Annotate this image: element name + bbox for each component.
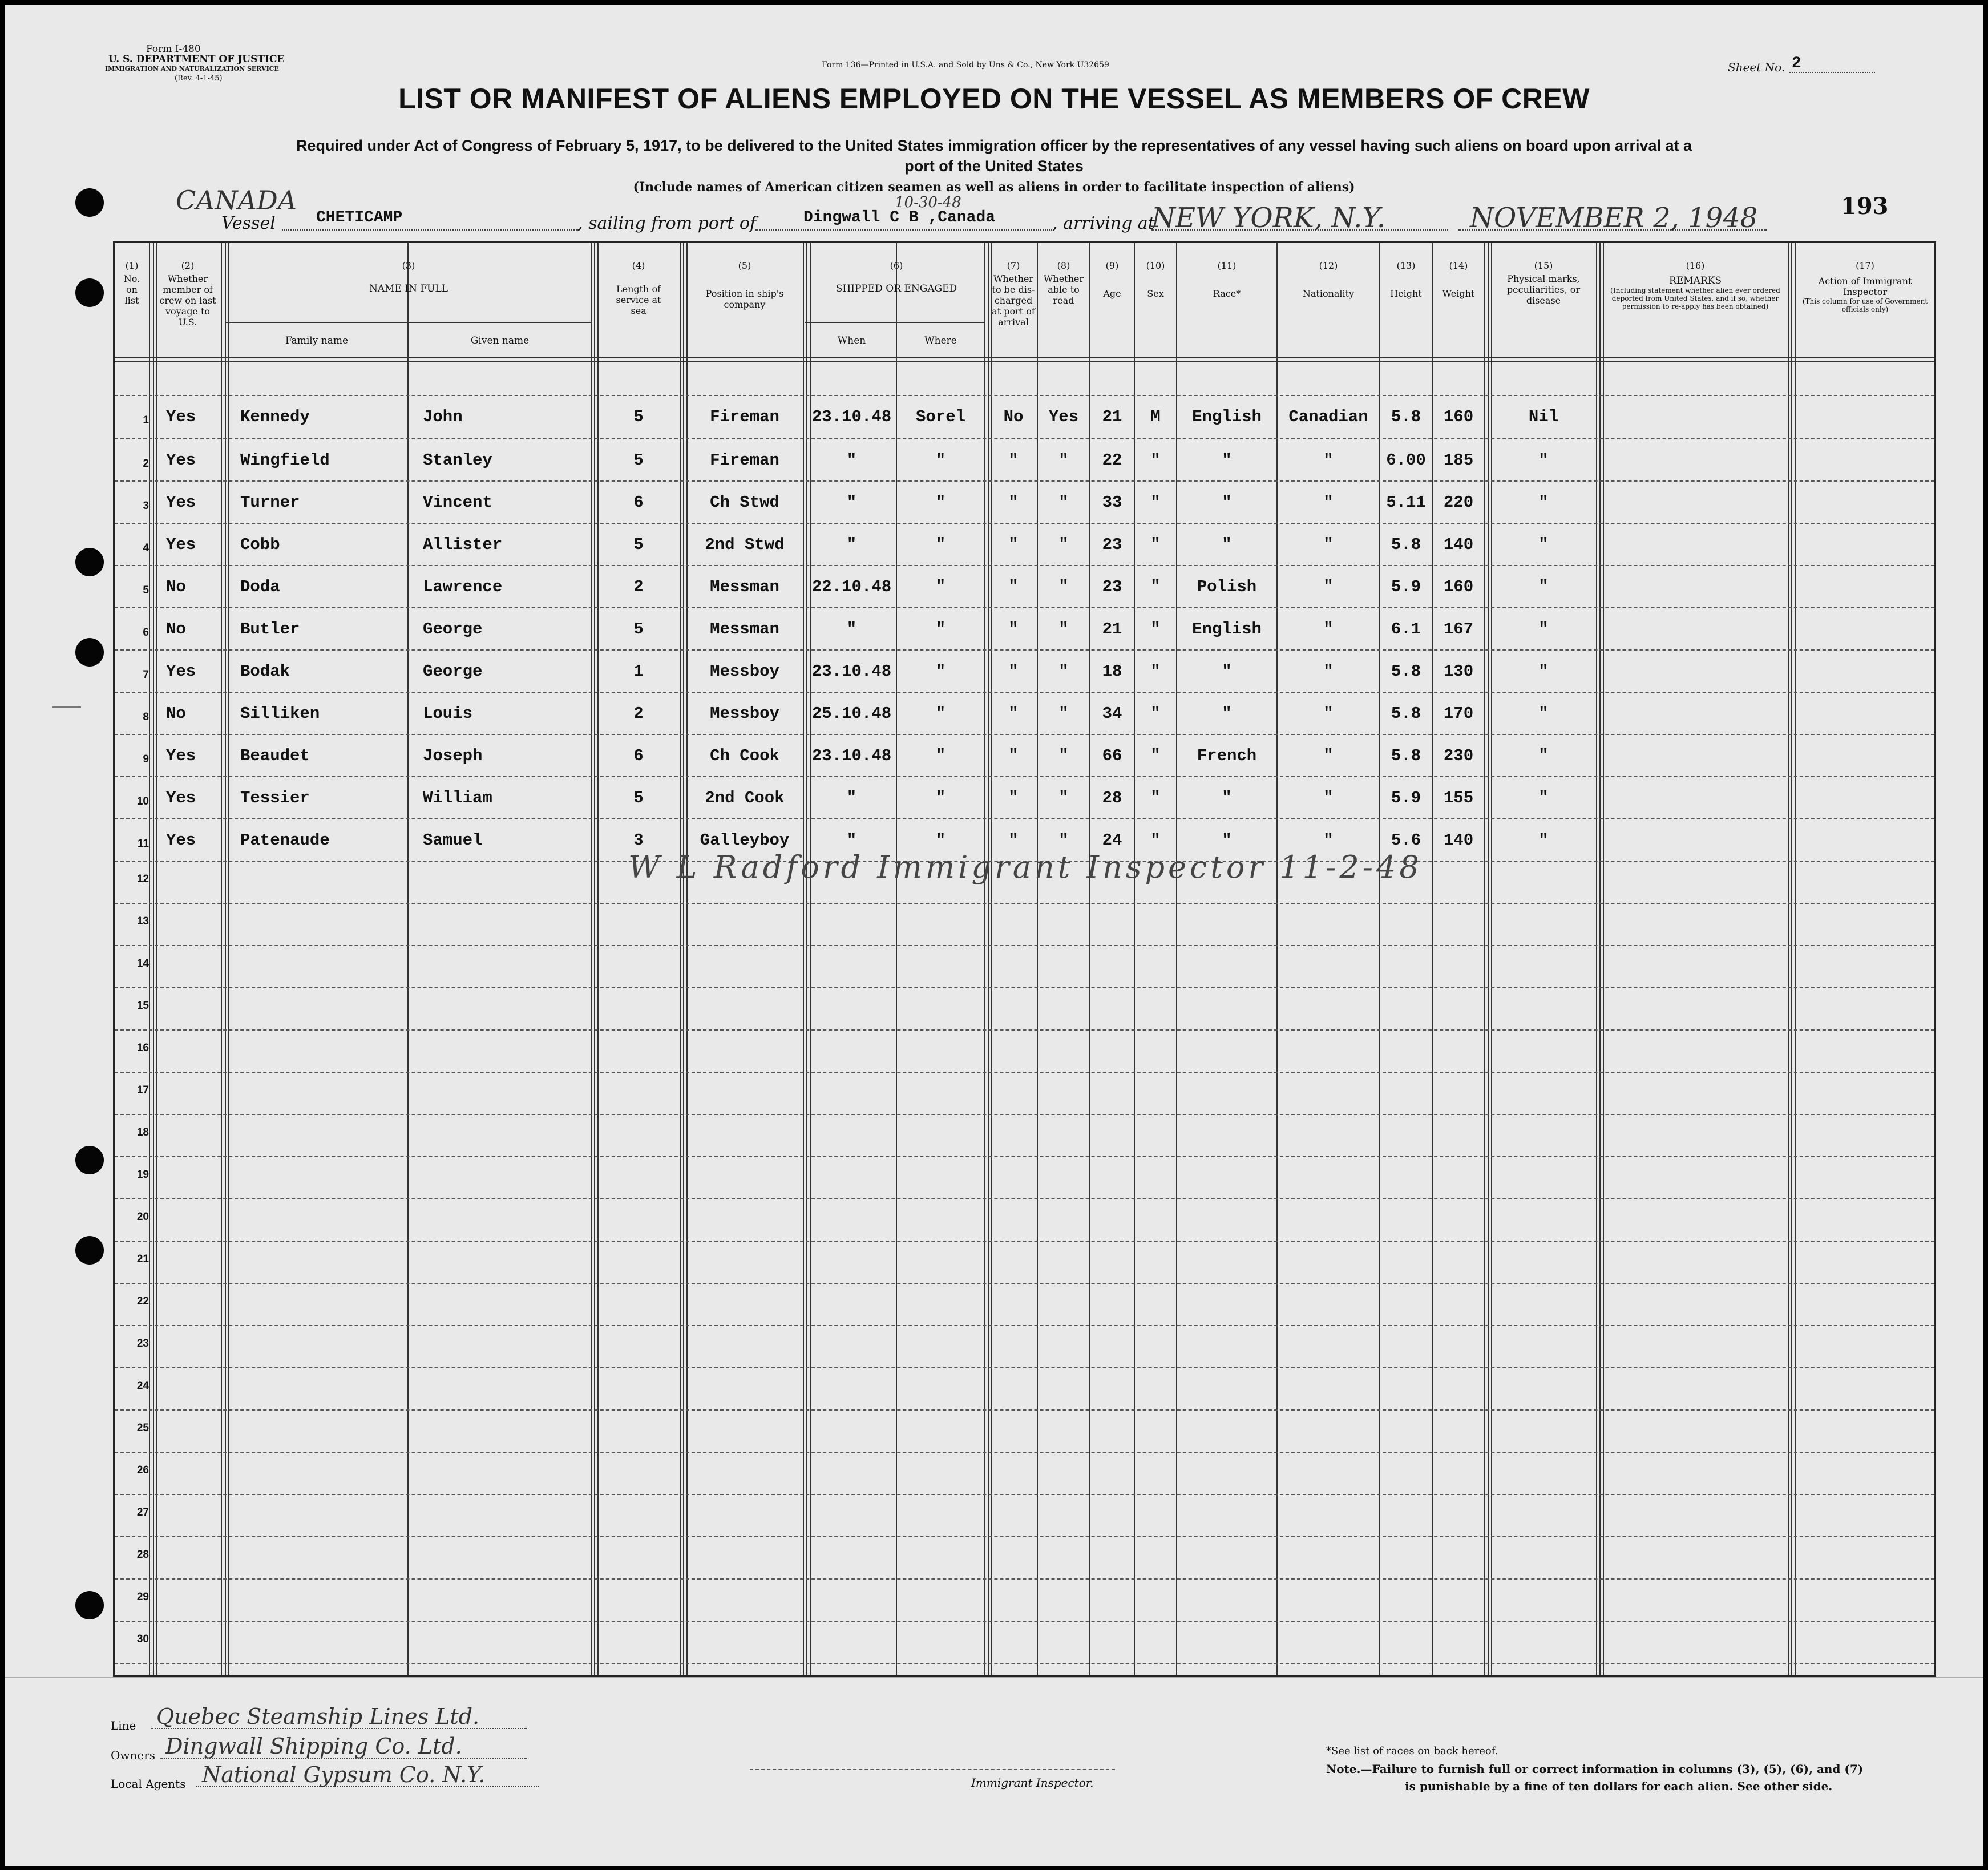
cell-weight: 230 [1443, 746, 1474, 765]
cell-height: 5.8 [1391, 407, 1421, 426]
vessel-name-field: CHETICAMP [282, 209, 579, 231]
cell-family: Kennedy [240, 407, 310, 426]
cell-service: 2 [633, 577, 644, 596]
cell-weight: 185 [1443, 451, 1474, 470]
cell-sex: M [1150, 407, 1161, 426]
cell-nationality: " [1323, 662, 1334, 681]
cell-age: 22 [1102, 451, 1122, 470]
cell-nationality: " [1323, 620, 1334, 639]
cell-discharged: " [1008, 662, 1019, 681]
cell-age: 23 [1102, 577, 1122, 596]
row-number: 1 [143, 414, 149, 426]
row-number: 20 [136, 1211, 149, 1223]
cell-age: 18 [1102, 662, 1122, 681]
cell-height: 5.9 [1391, 577, 1421, 596]
cell-when: " [846, 831, 857, 850]
cell-given: Samuel [423, 831, 483, 850]
cell-read: " [1058, 831, 1069, 850]
cell-weight: 220 [1443, 493, 1474, 512]
col9-header: (9) Age [1103, 260, 1121, 299]
cell-sex: " [1150, 451, 1161, 470]
row-number: 17 [136, 1084, 149, 1096]
cell-position: Messman [710, 620, 779, 639]
sailing-date-handwritten: 10-30-48 [895, 194, 961, 211]
cell-crew: Yes [166, 746, 196, 765]
col17-header: (17) Action of Immigrant Inspector (This column for use of Government officials only) [1802, 260, 1928, 313]
inspector-label: Immigrant Inspector. [971, 1776, 1094, 1790]
row-number: 24 [136, 1380, 149, 1392]
row-number: 11 [137, 838, 149, 850]
cell-marks: " [1538, 620, 1549, 639]
cell-family: Bodak [240, 662, 290, 681]
cell-position: Fireman [710, 451, 779, 470]
arriving-label: , arriving at [1052, 213, 1155, 233]
cell-marks: " [1538, 662, 1549, 681]
footer-divider [5, 1677, 1983, 1678]
row-number: 25 [136, 1422, 149, 1434]
cell-where: Sorel [915, 407, 965, 426]
cell-height: 5.9 [1391, 789, 1421, 807]
col4-header: (4) Length of service at sea [616, 260, 661, 316]
cell-service: 5 [633, 535, 644, 554]
cell-marks: " [1538, 789, 1549, 807]
cell-crew: Yes [166, 789, 196, 807]
cell-read: " [1058, 746, 1069, 765]
page-title: LIST OR MANIFEST OF ALIENS EMPLOYED ON THE VESSEL AS MEMBERS OF CREW [398, 83, 1590, 115]
cell-read: " [1058, 662, 1069, 681]
cell-given: Allister [423, 535, 503, 554]
row-number: 27 [136, 1506, 149, 1518]
cell-age: 34 [1102, 704, 1122, 723]
cell-given: Lawrence [423, 577, 503, 596]
col5-header: (5) Position in ship's company [705, 260, 784, 310]
stamp-number: 193 [1841, 193, 1889, 220]
cell-read: " [1058, 789, 1069, 807]
cell-service: 6 [633, 746, 644, 765]
cell-family: Beaudet [240, 746, 310, 765]
cell-family: Tessier [240, 789, 310, 807]
row-number: 16 [136, 1042, 149, 1054]
cell-marks: " [1538, 704, 1549, 723]
cell-position: 2nd Stwd [705, 535, 785, 554]
cell-sex: " [1150, 789, 1161, 807]
col10-header: (10) Sex [1146, 260, 1165, 299]
cell-race: " [1222, 451, 1232, 470]
cell-discharged: " [1008, 789, 1019, 807]
cell-crew: Yes [166, 451, 196, 470]
vessel-label: Vessel [221, 213, 276, 233]
cell-nationality: " [1323, 831, 1334, 850]
owners-label: Owners [111, 1748, 156, 1762]
arriving-field: NEW YORK, N.Y. [1151, 202, 1448, 231]
cell-read: " [1058, 535, 1069, 554]
cell-discharged: No [1003, 407, 1024, 426]
cell-race: " [1222, 535, 1232, 554]
cell-position: Messman [710, 577, 779, 596]
printer-note: Form 136—Printed in U.S.A. and Sold by Uns & Co., New York U32659 [822, 60, 1109, 70]
row-number: 15 [136, 1000, 149, 1012]
cell-service: 6 [633, 493, 644, 512]
col2-header: (2) Whether member of crew on last voyage to U.S. [159, 260, 216, 328]
col12-header: (12) Nationality [1302, 260, 1355, 299]
col15-header: (15) Physical marks, peculiarities, or disease [1506, 260, 1581, 306]
cell-given: Joseph [423, 746, 483, 765]
cell-crew: No [166, 620, 186, 639]
cell-read: " [1058, 620, 1069, 639]
cell-race: Polish [1197, 577, 1257, 596]
cell-when: 23.10.48 [811, 662, 892, 681]
col8-header: (8) Whether able to read [1043, 260, 1084, 306]
punch-hole [75, 1146, 104, 1174]
cell-position: Galleyboy [700, 831, 790, 850]
cell-race: " [1222, 662, 1232, 681]
cell-crew: Yes [166, 407, 196, 426]
row-number: 6 [143, 627, 149, 639]
cell-weight: 140 [1443, 831, 1474, 850]
cell-nationality: " [1323, 704, 1334, 723]
penalty-note-line1: Note.—Failure to furnish full or correct information in columns (3), (5), (6), and (7) [1326, 1762, 1864, 1776]
col3-given-subheader: Given name [470, 335, 530, 346]
cell-service: 2 [633, 704, 644, 723]
cell-age: 33 [1102, 493, 1122, 512]
row-number: 9 [143, 753, 149, 765]
cell-service: 5 [633, 407, 644, 426]
cell-marks: " [1538, 746, 1549, 765]
cell-position: Ch Stwd [710, 493, 779, 512]
date-field: NOVEMBER 2, 1948 [1458, 202, 1767, 231]
cell-sex: " [1150, 620, 1161, 639]
cell-weight: 167 [1443, 620, 1474, 639]
cell-service: 1 [633, 662, 644, 681]
cell-family: Silliken [240, 704, 320, 723]
cell-nationality: Canadian [1288, 407, 1368, 426]
col6-when-subheader: When [837, 335, 866, 346]
cell-age: 21 [1102, 620, 1122, 639]
cell-weight: 160 [1443, 577, 1474, 596]
cell-discharged: " [1008, 577, 1019, 596]
cell-when: " [846, 451, 857, 470]
cell-where: " [935, 493, 946, 512]
cell-height: 5.8 [1391, 746, 1421, 765]
cell-when: 25.10.48 [811, 704, 892, 723]
cell-nationality: " [1323, 535, 1334, 554]
cell-race: " [1222, 789, 1232, 807]
cell-nationality: " [1323, 451, 1334, 470]
cell-nationality: " [1323, 789, 1334, 807]
cell-crew: No [166, 704, 186, 723]
cell-weight: 130 [1443, 662, 1474, 681]
row-number: 10 [136, 795, 149, 807]
port-field: Dingwall C B ,Canada [755, 209, 1052, 231]
cell-given: John [423, 407, 463, 426]
cell-read: " [1058, 704, 1069, 723]
cell-crew: Yes [166, 662, 196, 681]
cell-discharged: " [1008, 493, 1019, 512]
punch-hole [75, 1236, 104, 1265]
col3-header: (3) NAME IN FULL [369, 260, 448, 294]
col1-header: (1) No. on list [123, 260, 140, 306]
col13-header: (13) Height [1390, 260, 1422, 299]
sailing-label: , sailing from port of [577, 213, 757, 233]
col11-header: (11) Race* [1213, 260, 1241, 299]
cell-age: 23 [1102, 535, 1122, 554]
form-number: Form I-480 [146, 43, 201, 55]
row-number: 7 [143, 669, 149, 681]
cell-height: 5.8 [1391, 535, 1421, 554]
cell-position: Ch Cook [710, 746, 779, 765]
manifest-sheet [5, 5, 1983, 1866]
cell-age: 24 [1102, 831, 1122, 850]
cell-sex: " [1150, 493, 1161, 512]
cell-sex: " [1150, 704, 1161, 723]
cell-when: " [846, 535, 857, 554]
cell-discharged: " [1008, 831, 1019, 850]
crew-table [113, 241, 1936, 1677]
cell-family: Butler [240, 620, 300, 639]
cell-where: " [935, 451, 946, 470]
cell-race: " [1222, 493, 1232, 512]
line-field: Quebec Steamship Lines Ltd. [151, 1704, 527, 1729]
col14-header: (14) Weight [1442, 260, 1475, 299]
cell-when: " [846, 493, 857, 512]
cell-marks: " [1538, 831, 1549, 850]
cell-weight: 160 [1443, 407, 1474, 426]
cell-service: 3 [633, 831, 644, 850]
cell-height: 5.8 [1391, 662, 1421, 681]
cell-marks: " [1538, 577, 1549, 596]
cell-where: " [935, 577, 946, 596]
row-number: 29 [136, 1591, 149, 1603]
cell-when: " [846, 789, 857, 807]
cell-race: English [1192, 407, 1262, 426]
cell-height: 6.1 [1391, 620, 1421, 639]
subtitle-line1: Required under Act of Congress of February 5, 1917, to be delivered to the United States immigration officer by the representatives of any vessel having such aliens on board upon arrival at a [296, 137, 1692, 154]
cell-nationality: " [1323, 493, 1334, 512]
cell-crew: Yes [166, 535, 196, 554]
cell-discharged: " [1008, 535, 1019, 554]
punch-hole [75, 278, 104, 307]
cell-where: " [935, 831, 946, 850]
cell-where: " [935, 535, 946, 554]
cell-marks: " [1538, 493, 1549, 512]
cell-race: English [1192, 620, 1262, 639]
cell-nationality: " [1323, 746, 1334, 765]
inspector-signature: W L Radford Immigrant Inspector 11-2-48 [628, 849, 1423, 885]
include-note: (Include names of American citizen seamen as well as aliens in order to facilitate inspection of aliens) [633, 180, 1355, 195]
cell-when: 23.10.48 [811, 407, 892, 426]
col6-header: (6) SHIPPED OR ENGAGED [835, 260, 957, 294]
col7-header: (7) Whether to be dis- charged at port of arrival [992, 260, 1035, 328]
department-name: U. S. DEPARTMENT OF JUSTICE [108, 54, 285, 65]
cell-given: Stanley [423, 451, 492, 470]
cell-family: Turner [240, 493, 300, 512]
row-number: 18 [136, 1126, 149, 1138]
cell-given: George [423, 662, 483, 681]
cell-sex: " [1150, 746, 1161, 765]
row-number: 14 [136, 958, 149, 970]
cell-position: 2nd Cook [705, 789, 785, 807]
cell-weight: 140 [1443, 535, 1474, 554]
cell-read: " [1058, 451, 1069, 470]
col16-header: (16) REMARKS (Including statement whether alien ever ordered deported from United States, and if so, whether permission to re-apply has been obtained) [1610, 260, 1780, 310]
cell-position: Messboy [710, 704, 779, 723]
cell-height: 5.11 [1386, 493, 1426, 512]
cell-race: French [1197, 746, 1257, 765]
penalty-note-line2: is punishable by a fine of ten dollars for each alien. See other side. [1405, 1779, 1833, 1793]
cell-when: 23.10.48 [811, 746, 892, 765]
cell-discharged: " [1008, 704, 1019, 723]
cell-weight: 155 [1443, 789, 1474, 807]
row-number: 5 [143, 584, 149, 596]
subtitle-line2: port of the United States [904, 157, 1084, 175]
cell-age: 21 [1102, 407, 1122, 426]
cell-race: " [1222, 704, 1232, 723]
sheet-label: Sheet No. [1728, 60, 1785, 74]
inspector-signature-line [750, 1769, 1115, 1770]
cell-marks: " [1538, 535, 1549, 554]
agents-field: National Gypsum Co. N.Y. [196, 1762, 539, 1787]
service-name: IMMIGRATION AND NATURALIZATION SERVICE [105, 65, 279, 72]
cell-family: Wingfield [240, 451, 330, 470]
cell-where: " [935, 662, 946, 681]
cell-read: " [1058, 493, 1069, 512]
cell-where: " [935, 746, 946, 765]
cell-service: 5 [633, 620, 644, 639]
punch-hole [75, 548, 104, 576]
cell-height: 5.6 [1391, 831, 1421, 850]
cell-sex: " [1150, 662, 1161, 681]
races-note: *See list of races on back hereof. [1326, 1745, 1498, 1757]
cell-nationality: " [1323, 577, 1334, 596]
row-number: 8 [143, 711, 149, 723]
cell-crew: Yes [166, 831, 196, 850]
owners-field: Dingwall Shipping Co. Ltd. [160, 1734, 527, 1759]
cell-marks: Nil [1528, 407, 1559, 426]
cell-height: 5.8 [1391, 704, 1421, 723]
cell-given: Vincent [423, 493, 492, 512]
sheet-number: 2 [1789, 55, 1875, 73]
row-number: 13 [136, 915, 149, 927]
cell-given: George [423, 620, 483, 639]
cell-crew: No [166, 577, 186, 596]
cell-race: " [1222, 831, 1232, 850]
cell-sex: " [1150, 831, 1161, 850]
row-number: 26 [136, 1464, 149, 1476]
cell-age: 28 [1102, 789, 1122, 807]
cell-service: 5 [633, 451, 644, 470]
col3-family-subheader: Family name [285, 335, 349, 346]
cell-position: Messboy [710, 662, 779, 681]
cell-family: Doda [240, 577, 280, 596]
punch-hole [75, 1591, 104, 1619]
row-number: 2 [143, 458, 149, 470]
row-number: 12 [136, 873, 149, 885]
cell-position: Fireman [710, 407, 779, 426]
country-handwritten: CANADA [176, 185, 297, 216]
cell-family: Cobb [240, 535, 280, 554]
agents-label: Local Agents [111, 1777, 186, 1791]
cell-sex: " [1150, 535, 1161, 554]
row-number: 28 [136, 1549, 149, 1561]
line-label: Line [111, 1719, 136, 1732]
cell-sex: " [1150, 577, 1161, 596]
punch-hole [75, 638, 104, 667]
cell-service: 5 [633, 789, 644, 807]
form-revision: (Rev. 4-1-45) [175, 74, 223, 83]
row-number: 30 [136, 1633, 149, 1645]
row-number: 22 [136, 1295, 149, 1307]
cell-height: 6.00 [1386, 451, 1426, 470]
cell-when: " [846, 620, 857, 639]
cell-where: " [935, 704, 946, 723]
cell-family: Patenaude [240, 831, 330, 850]
cell-read: Yes [1048, 407, 1079, 426]
margin-mark [52, 706, 81, 708]
cell-marks: " [1538, 451, 1549, 470]
cell-weight: 170 [1443, 704, 1474, 723]
cell-discharged: " [1008, 620, 1019, 639]
cell-crew: Yes [166, 493, 196, 512]
cell-when: 22.10.48 [811, 577, 892, 596]
row-number: 21 [136, 1253, 149, 1265]
cell-read: " [1058, 577, 1069, 596]
cell-age: 66 [1102, 746, 1122, 765]
cell-where: " [935, 620, 946, 639]
row-number: 4 [143, 542, 149, 554]
cell-where: " [935, 789, 946, 807]
row-number: 3 [143, 500, 149, 512]
row-number: 23 [136, 1338, 149, 1350]
cell-discharged: " [1008, 746, 1019, 765]
cell-discharged: " [1008, 451, 1019, 470]
cell-given: Louis [423, 704, 473, 723]
row-number: 19 [136, 1169, 149, 1181]
col6-where-subheader: Where [924, 335, 957, 346]
cell-given: William [423, 789, 492, 807]
